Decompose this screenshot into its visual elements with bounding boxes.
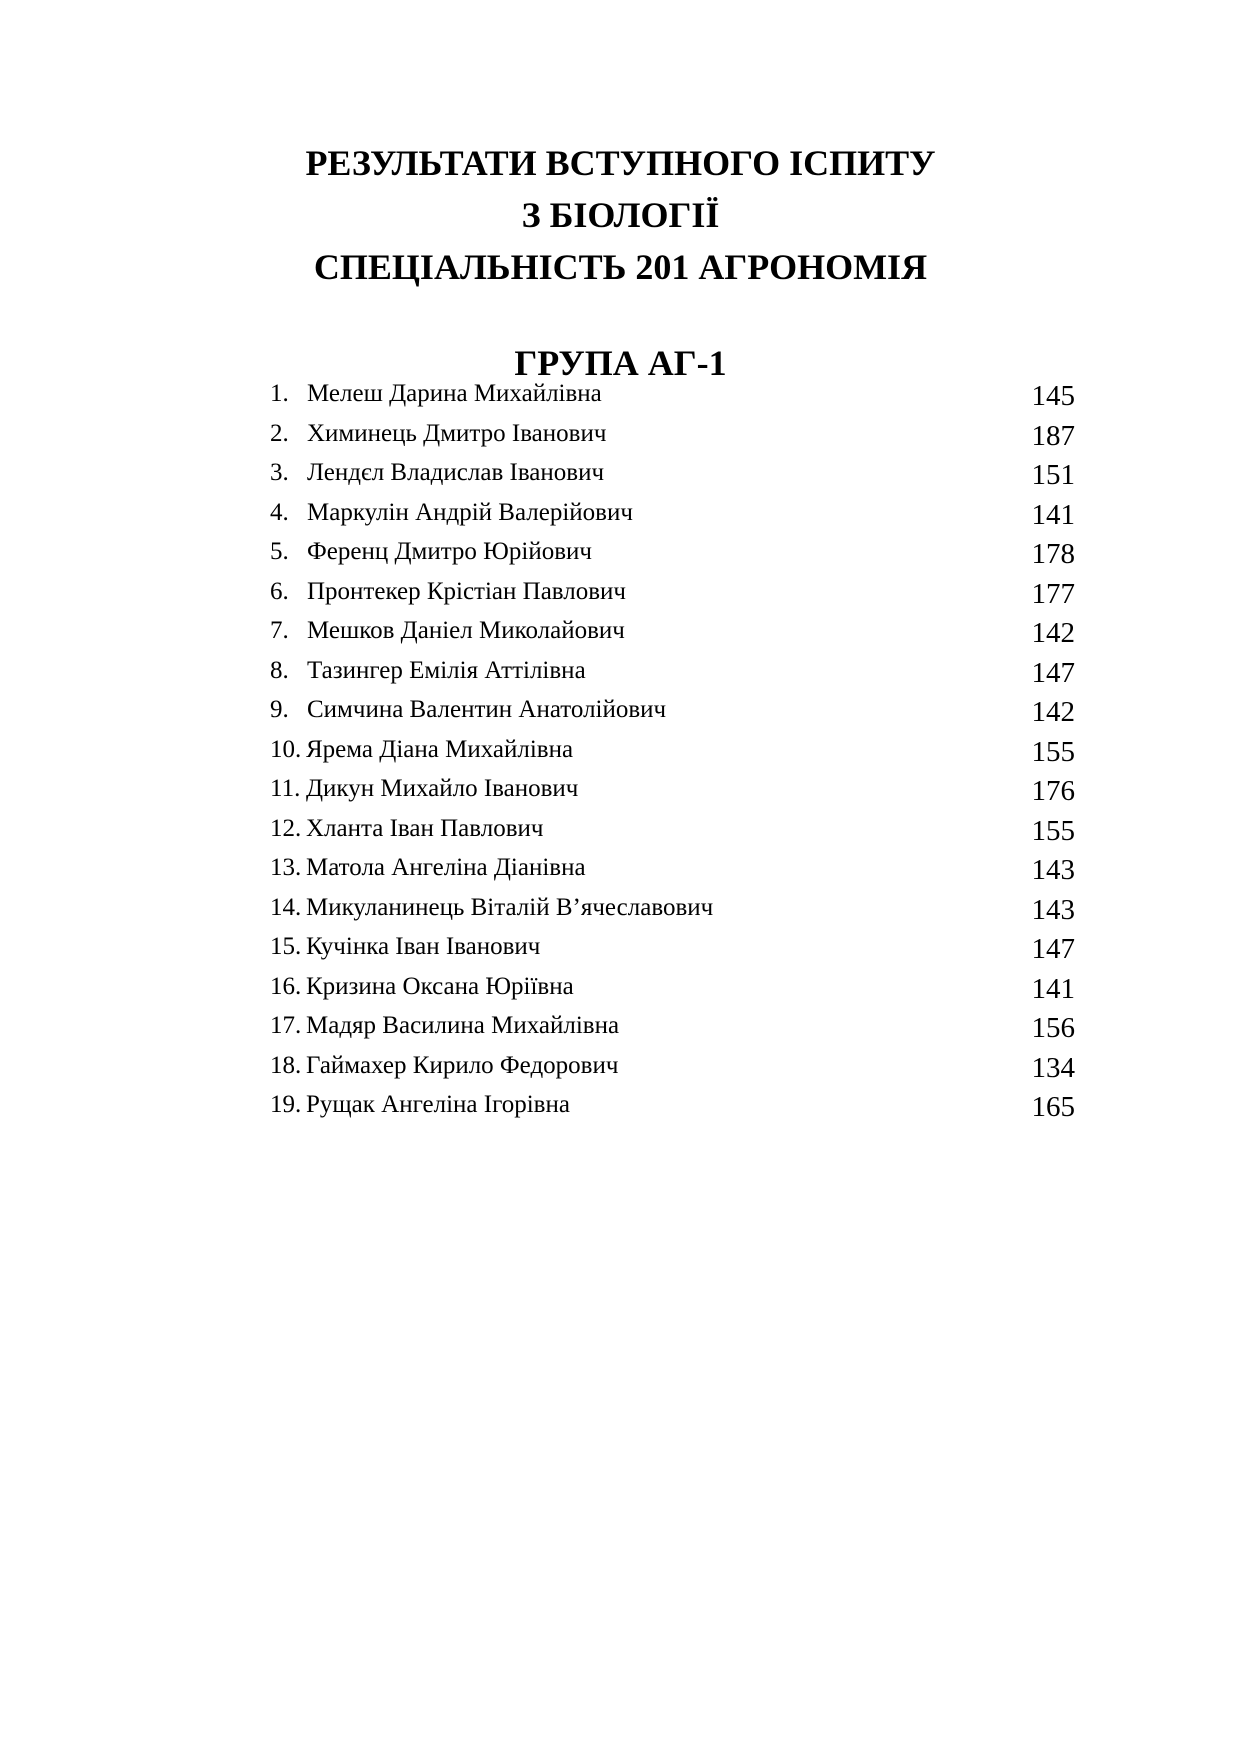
student-score: 176: [1031, 775, 1075, 807]
item-number: 17.: [270, 1012, 302, 1039]
student-score: 156: [1031, 1012, 1075, 1044]
student-name: Кучінка Іван Іванович: [306, 933, 541, 960]
item-number: 3.: [270, 459, 289, 486]
student-score: 142: [1031, 696, 1075, 728]
student-name: Ференц Дмитро Юрійович: [307, 538, 592, 565]
item-number: 6.: [270, 578, 289, 605]
list-item: [0, 1091, 1241, 1143]
title-line-2: З БІОЛОГІЇ: [521, 195, 720, 235]
item-number: 15.: [270, 933, 302, 960]
item-number: 18.: [270, 1052, 302, 1079]
student-name: Химинець Дмитро Іванович: [307, 420, 607, 447]
item-number: 9.: [270, 696, 289, 723]
item-number: 14.: [270, 894, 302, 921]
student-name: Пронтекер Крістіан Павлович: [307, 578, 626, 605]
student-name: Тазингер Емілія Аттілівна: [307, 657, 586, 684]
item-number: 16.: [270, 973, 302, 1000]
student-name: Хланта Іван Павлович: [306, 815, 544, 842]
group-title: ГРУПА АГ-1: [514, 343, 727, 383]
title-line-3: СПЕЦІАЛЬНІСТЬ 201 АГРОНОМІЯ: [313, 247, 928, 287]
item-number: 7.: [270, 617, 289, 644]
student-score: 155: [1031, 736, 1075, 768]
student-score: 147: [1031, 933, 1075, 965]
item-number: 4.: [270, 499, 289, 526]
item-number: 13.: [270, 854, 302, 881]
student-name: Гаймахер Кирило Федорович: [306, 1052, 619, 1079]
student-score: 178: [1031, 538, 1075, 570]
student-name: Мелеш Дарина Михайлівна: [307, 380, 602, 407]
item-number: 19.: [270, 1091, 302, 1118]
student-name: Ярема Діана Михайлівна: [306, 736, 574, 763]
student-name: Рущак Ангеліна Ігорівна: [306, 1091, 570, 1118]
student-score: 155: [1031, 815, 1075, 847]
student-name: Кризина Оксана Юріївна: [306, 973, 574, 1000]
student-name: Матола Ангеліна Діанівна: [306, 854, 586, 881]
student-score: 147: [1031, 657, 1075, 689]
student-name: Маркулін Андрій Валерійович: [307, 499, 633, 526]
item-number: 1.: [270, 380, 289, 407]
student-score: 187: [1031, 420, 1075, 452]
item-number: 8.: [270, 657, 289, 684]
item-number: 11.: [270, 775, 301, 802]
item-number: 2.: [270, 420, 289, 447]
student-name: Симчина Валентин Анатолійович: [307, 696, 667, 723]
student-score: 143: [1031, 894, 1075, 926]
student-score: 134: [1031, 1052, 1075, 1084]
student-name: Дикун Михайло Іванович: [306, 775, 579, 802]
student-score: 151: [1031, 459, 1075, 491]
student-name: Микуланинець Віталій В’ячеславович: [306, 894, 714, 921]
student-name: Мадяр Василина Михайлівна: [306, 1012, 620, 1039]
item-number: 12.: [270, 815, 302, 842]
title-line-1: РЕЗУЛЬТАТИ ВСТУПНОГО ІСПИТУ: [305, 143, 936, 183]
student-name: Мешков Даніел Миколайович: [307, 617, 625, 644]
student-score: 141: [1031, 499, 1075, 531]
student-score: 142: [1031, 617, 1075, 649]
student-name: Лендєл Владислав Іванович: [307, 459, 605, 486]
student-score: 165: [1031, 1091, 1075, 1123]
student-score: 177: [1031, 578, 1075, 610]
item-number: 5.: [270, 538, 289, 565]
student-score: 145: [1031, 380, 1075, 412]
item-number: 10.: [270, 736, 302, 763]
student-score: 141: [1031, 973, 1075, 1005]
student-score: 143: [1031, 854, 1075, 886]
